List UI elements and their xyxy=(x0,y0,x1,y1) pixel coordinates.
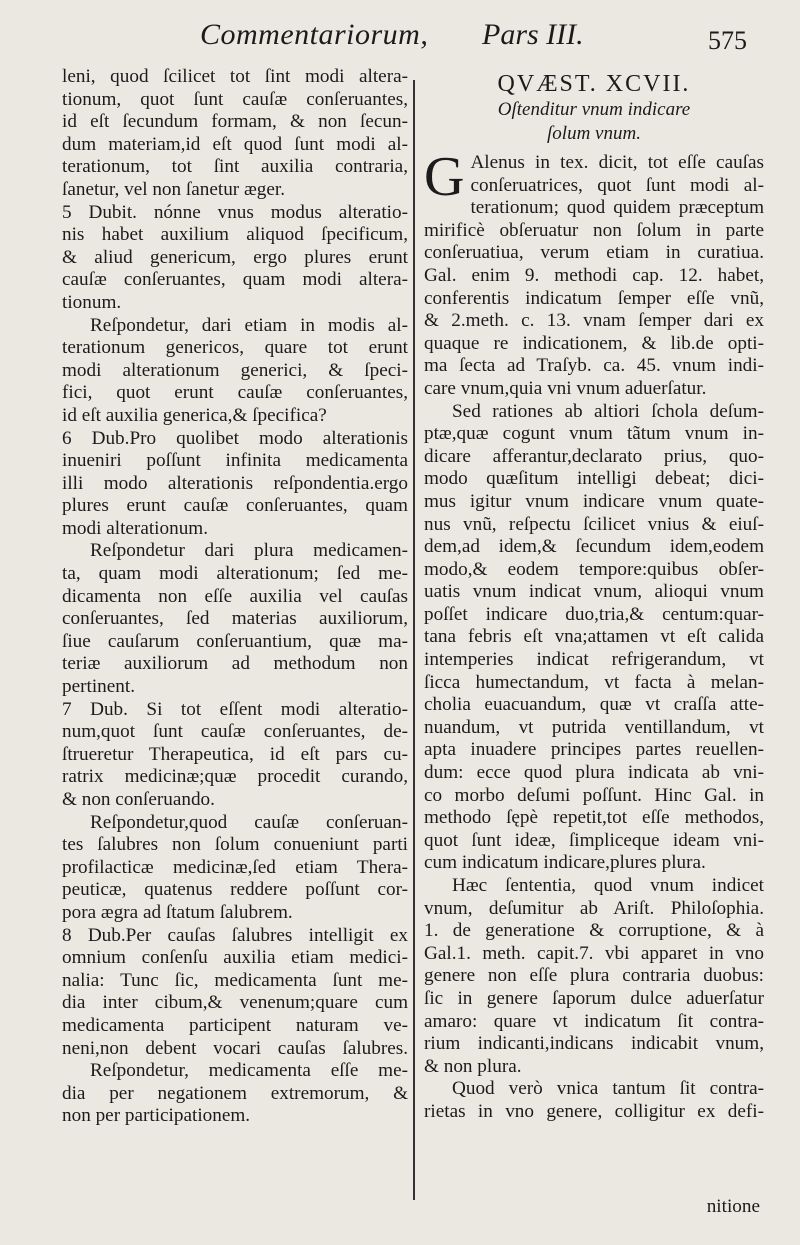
running-header xyxy=(0,14,800,58)
text-line: amaro: quare vt indicatum ſit contra- xyxy=(424,1010,764,1032)
text-line: apta inuadere principes partes reuellen- xyxy=(424,739,764,761)
text-line: methodo ſępè repetit,tot eſſe methodos, xyxy=(424,807,764,829)
text-line: & 2.meth. c. 13. vnam ſemper dari ex xyxy=(424,310,764,332)
text-line: terationum, tot ſint auxilia contraria, xyxy=(62,156,408,178)
text-line: plures erunt cauſæ conſeruantes, quam xyxy=(62,495,408,517)
text-line: fici, quot erunt cauſæ conſeruantes, xyxy=(62,382,408,404)
question-subtitle-line-1: Oſtenditur vnum indicare xyxy=(497,99,691,120)
text-line: 6 Dub.Pro quolibet modo alterationis xyxy=(62,427,408,449)
question-subtitle-line-2: ſolum vnum. xyxy=(547,123,641,144)
text-line: poſſet indicare duo,tria,& centum:quar- xyxy=(424,603,764,625)
text-line: nuandum, vt putrida ventillandum, vt xyxy=(424,716,764,738)
text-line: ſicca humectandum, vt facta à melan- xyxy=(424,671,764,693)
text-line: rietas in vno genere, colligitur ex defi- xyxy=(424,1100,764,1122)
text-line: cauſæ conſeruantes, quam modi altera- xyxy=(62,269,408,291)
text-line: vnum, deſumitur ab Ariſt. Philoſophia. xyxy=(424,897,764,919)
text-line: Gal.1. meth. capit.7. vbi apparet in vno xyxy=(424,942,764,964)
text-line: co morbo deſumi poſſunt. Hinc Gal. in xyxy=(424,784,764,806)
text-line: illi modo alterationis reſpondentia.ergo xyxy=(62,472,408,494)
text-line: neni,non debent vocari cauſas ſalubres. xyxy=(62,1037,408,1059)
text-line: 1. de generatione & corruptione, & à xyxy=(424,920,764,942)
text-line: quot ſunt ideæ, ſimpliceque ideam vni- xyxy=(424,829,764,851)
text-line: modi alterationum generici, & ſpeci- xyxy=(62,359,408,381)
text-line: ſtrueretur Therapeutica, id eſt pars cu- xyxy=(62,743,408,765)
text-line: ta, quam modi alterationum; ſed me- xyxy=(62,563,408,585)
text-line: & non plura. xyxy=(424,1055,522,1077)
text-line: Hæc ſententia, quod vnum indicet xyxy=(452,875,764,896)
text-line: omnium conſenſu auxilia etiam medici- xyxy=(62,947,408,969)
text-line: id eſt ſecundum formam, & non ſecun- xyxy=(62,111,408,133)
running-title: Commentariorum, xyxy=(200,18,429,51)
drop-capital: G xyxy=(424,146,465,208)
question-title: QVÆST. XCVII. xyxy=(497,71,691,97)
text-line: dum: ecce quod plura indicata ab vni- xyxy=(424,762,764,784)
text-line: care vnum,quia vni vnum aduerſatur. xyxy=(424,377,707,399)
text-line: uatis vnum indicat vnum, alioqui vnum xyxy=(424,581,764,603)
text-line: tes ſalubres non ſolum conueniunt parti xyxy=(62,834,408,856)
text-line: 5 Dubit. nónne vnus modus alteratio- xyxy=(62,201,408,223)
text-line: Reſpondetur,quod cauſæ conſeruan- xyxy=(90,811,408,833)
left-column xyxy=(62,66,408,1128)
text-line: 8 Dub.Per cauſas ſalubres intelligit ex xyxy=(62,924,408,946)
text-line: pora ægra ad ſtatum ſalubrem. xyxy=(62,901,293,923)
text-line: tionum. xyxy=(62,291,122,313)
text-line: profilacticæ medicinæ,ſed etiam Thera- xyxy=(62,856,408,878)
text-line: num,quot ſunt cauſæ conſeruantes, de- xyxy=(62,721,408,743)
text-line: nis habet auxilium aliquod ſpecificum, xyxy=(62,224,408,246)
text-line: modi alterationum. xyxy=(62,517,209,539)
text-line: dem,ad idem,& ſecundum idem,eodem xyxy=(424,536,764,558)
text-line: Alenus in tex. dicit, tot eſſe cauſas xyxy=(470,152,764,173)
text-line: mirificè obſeruatur non ſolum in parte xyxy=(424,219,764,241)
text-line: id eſt auxilia generica,& ſpecifica? xyxy=(62,404,327,426)
text-line: conferentis indicatum ſemper eſſe vnũ, xyxy=(424,287,764,309)
text-line: non per participationem. xyxy=(62,1105,251,1127)
page-number: 575 xyxy=(708,26,747,55)
text-line: ma ſecta ad Traſyb. ca. 45. vnum indi- xyxy=(424,355,764,377)
text-line: terationum genericos, quare tot erunt xyxy=(62,337,408,359)
text-line: modo quæſitum intelligi debeat; dici- xyxy=(424,468,764,490)
text-line: ptæ,quæ cogunt vnum tãtum vnum in- xyxy=(424,423,764,445)
text-line: Reſpondetur dari plura medicamen- xyxy=(90,540,408,562)
text-line: Quod verò vnica tantum ſit contra- xyxy=(452,1078,764,1100)
text-line: & aliud genericum, ergo plures erunt xyxy=(62,246,408,268)
text-line: Reſpondetur, dari etiam in modis al- xyxy=(90,314,408,336)
text-line: tana febris eſt vna;attamen vt eſt calida xyxy=(424,626,764,648)
part-label: Pars III. xyxy=(482,18,584,51)
text-line: dum materiam,id eſt quod ſunt modi al- xyxy=(62,133,408,155)
text-line: conſeruatiua, verum etiam in curatiua. xyxy=(424,242,764,264)
text-line: conſeruatrices, quot ſunt modi al- xyxy=(470,174,764,196)
text-line: rium indicanti,indicans indicabit vnum, xyxy=(424,1033,764,1055)
right-column xyxy=(424,66,764,1124)
text-line: ratrix medicinæ;quæ procedit curando, xyxy=(62,766,408,788)
text-line: Gal. enim 9. methodi cap. 12. habet, xyxy=(424,264,764,286)
text-line: pertinent. xyxy=(62,676,135,698)
text-line: dicare afferantur,declarato prius, quo- xyxy=(424,445,764,467)
text-line: Reſpondetur, medicamenta eſſe me- xyxy=(90,1060,408,1082)
catchword: nitione xyxy=(706,1196,760,1217)
text-line: modo,& eodem tempore:quibus obſer- xyxy=(424,558,764,580)
text-line: cholia euacuandum, quæ vt craſſa atte- xyxy=(424,694,764,716)
text-line: dia per negationem extremorum, & xyxy=(62,1082,408,1104)
text-line: quaque re indicationem, & lib.de opti- xyxy=(424,332,764,354)
text-line: medicamenta participent naturam ve- xyxy=(62,1014,408,1036)
text-line: & non conſeruando. xyxy=(62,789,215,810)
text-line: 7 Dub. Si tot eſſent modi alteratio- xyxy=(62,698,408,720)
text-line: intemperies indicat refrigerandum, vt xyxy=(424,649,764,671)
text-line: teriæ auxiliorum ad methodum non xyxy=(62,653,408,675)
text-line: inueniri poſſunt infinita medicamenta xyxy=(62,450,408,472)
text-line: mus igitur vnum indicare vnum quate- xyxy=(424,490,764,512)
text-line: ſic in genere ſaporum dulce aduerſatur xyxy=(424,987,764,1009)
text-line: genere non eſſe plura contraria duobus: xyxy=(424,965,764,987)
question-body xyxy=(424,146,764,1124)
text-line: nus vnũ, reſpectu ſcilicet vnius & eiuſ- xyxy=(424,513,764,535)
text-line: nalia: Tunc ſic, medicamenta ſunt me- xyxy=(62,969,408,991)
text-line: leni, quod ſcilicet tot ſint modi altera- xyxy=(62,66,408,87)
column-divider xyxy=(413,80,415,1200)
text-line: dia inter cibum,& venenum;quare cum xyxy=(62,992,408,1014)
text-line: peuticæ, quatenus reddere poſſunt cor- xyxy=(62,879,408,901)
text-line: ſanetur, vel non ſanetur æger. xyxy=(62,178,286,200)
text-line: cum indicatum indicare,plures plura. xyxy=(424,852,706,874)
text-line: Sed rationes ab altiori ſchola deſum- xyxy=(452,400,764,422)
text-line: tionum, quot ſunt cauſæ conſeruantes, xyxy=(62,88,408,110)
text-line: dicamenta non eſſe auxilia vel cauſas xyxy=(62,585,408,607)
text-line: conſeruantes, ſed materias auxiliorum, xyxy=(62,608,408,630)
text-line: terationum; quod quidem præceptum xyxy=(470,197,764,219)
text-line: ſiue cauſarum conſeruantium, quæ ma- xyxy=(62,630,408,652)
